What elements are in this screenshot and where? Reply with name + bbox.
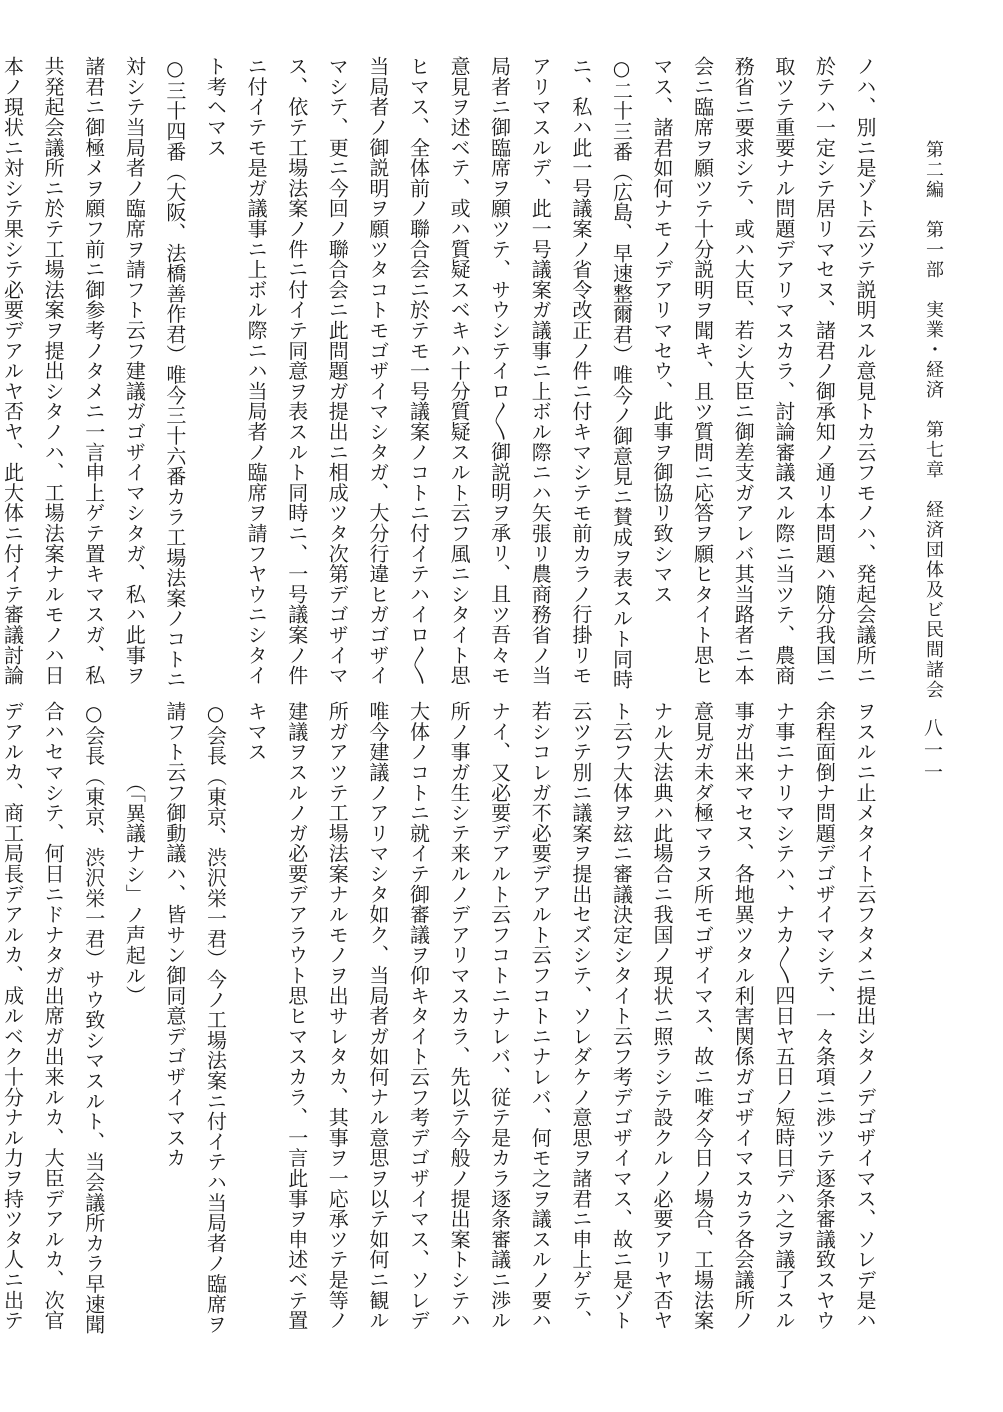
text-column: ト云フ大体ヲ玆ニ審議決定シタイト云フ考デゴザイマス、故ニ是ゾト [609,701,634,1331]
text-column: 取ツテ重要ナル問題デアリマスカラ、討論審議スル際ニ当ツテ、農商 [771,56,796,686]
text-column: 云ツテ別ニ議案ヲ提出セズシテ、ソレダケノ意思ヲ諸君ニ申上ゲテ、 [568,701,593,1331]
text-column: キマス [244,701,269,762]
text-column: ト考ヘマス [203,56,228,158]
text-column: ヲスルニ止メタイト云フタメニ提出シタノデゴザイマス、ソレデ是ハ [853,701,877,1331]
text-column: デアルカ、商工局長デアルカ、成ルベク十分ナル力ヲ持ツタ人ニ出テ [0,701,25,1331]
lower-text-block [0,701,885,1351]
text-column: 余程面倒ナ問題デゴザイマシテ、一々条項ニ渉ツテ逐条審議致スヤウ [812,701,837,1331]
text-column: ナイ、又必要デアルト云フコトニナレバ、従テ是カラ逐条審議ニ渉ル [487,701,512,1331]
text-column: 建議ヲスルノガ必要デアラウト思ヒマスカラ、一言此事ヲ申述ベテ置 [284,701,309,1331]
text-column: 大体ノコトニ就イテ御審議ヲ仰キタイト云フ考デゴザイマス、ソレデ [406,701,431,1331]
text-column: ヒマス、全体前ノ聯合会ニ於テモ一号議案ノコトニ付イテハイロ〳〵 [406,56,431,685]
text-column: マス、諸君如何ナモノデアリマセウ、此事ヲ御協リ致シマス [650,56,675,605]
text-column: ナル大法典ハ此場合ニ我国ノ現状ニ照ラシテ設クルノ必要アリヤ否ヤ [650,701,675,1331]
text-column: ○三十四番（大阪、法橋善作君）唯今三十六番カラ工場法案ノコトニ [162,56,187,690]
text-column: 所ノ事ガ生シテ来ルノデアリマスカラ、先以テ今般ノ提出案トシテハ [447,701,472,1331]
text-column: 意見ヲ述ベテ、或ハ質疑スベキハ十分質疑スルト云フ風ニシタイト思 [447,56,472,686]
text-column: 務省ニ要求シテ、或ハ大臣、若シ大臣ニ御差支ガアレバ其当路者ニ本 [731,56,756,686]
text-column: マシテ、更ニ今回ノ聯合会ニ此問題ガ提出ニ相成ツタ次第デゴザイマ [325,56,350,686]
text-column: 本ノ現状ニ対シテ果シテ必要デアルヤ否ヤ、此大体ニ付イテ審議討論 [0,56,25,686]
text-column: ス、依テ工場法案ノ件ニ付イテ同意ヲ表スルト同時ニ、一号議案ノ件 [284,56,309,686]
text-column: 唯今建議ノアリマシタ如ク、当局者ガ如何ナル意思ヲ以テ如何ニ観ル [365,701,390,1331]
text-column: 会ニ臨席ヲ願ツテ十分説明ヲ聞キ、且ツ質問ニ応答ヲ願ヒタイト思ヒ [690,56,715,686]
text-column: ノハ、別ニ是ゾト云ツテ説明スル意見トカ云フモノハ、発起会議所ニ [853,56,877,686]
text-column: ニ付イテモ是ガ議事ニ上ボル際ニハ当局者ノ臨席ヲ請フヤウニシタイ [244,56,269,686]
text-column: アリマスルデ、此一号議案ガ議事ニ上ボル際ニハ矢張リ農商務省ノ当 [528,56,553,686]
text-column: 若シコレガ不必要デアルト云フコトニナレバ、何モ之ヲ議スルノ要ハ [528,701,553,1331]
text-column: ○二十三番（広島、早速整爾君）唯今ノ御意見ニ賛成ヲ表スルト同時 [609,56,634,690]
text-column: ○会長（東京、渋沢栄一君）サウ致シマスルト、当会議所カラ早速聞 [81,701,106,1335]
text-column: 合ハセマシテ、何日ニドナタガ出席ガ出来ルカ、大臣デアルカ、次官 [41,701,66,1331]
text-column: 当局者ノ御説明ヲ願ツタコトモゴザイマシタガ、大分行違ヒガゴザイ [365,56,390,686]
upper-text-block [0,56,885,690]
text-column: 共発起会議所ニ於テ工場法案ヲ提出シタノハ、工場法案ナルモノハ日 [41,56,66,686]
text-column: （「異議ナシ」ノ声起ル） [122,701,147,1006]
text-column: 於テハ一定シテ居リマセヌ、諸君ノ御承知ノ通リ本問題ハ随分我国ニ [812,56,837,686]
text-column: ニ、私ハ此一号議案ノ省令改正ノ件ニ付キマシテモ前カラノ行掛リモ [568,56,593,686]
text-column: 局者ニ御臨席ヲ願ツテ、サウシテイロ〳〵御説明ヲ承リ、且ツ吾々モ [487,56,512,685]
text-column: 所ガアツテ工場法案ナルモノヲ出サレタカ、其事ヲ一応承ツテ是等ノ [325,701,350,1331]
text-column: ナ事ニナリマシテハ、ナカ〳〵四日ヤ五日ノ短時日デハ之ヲ議了スル [771,701,796,1330]
text-column: 諸君ニ御極メヲ願フ前ニ御参考ノタメニ一言申上ゲテ置キマスガ、私 [81,56,106,686]
text-column: 意見ガ未ダ極マラヌ所モゴザイマス、故ニ唯ダ今日ノ場合、工場法案 [690,701,715,1331]
text-column: ○会長（東京、渋沢栄一君）今ノ工場法案ニ付イテハ当局者ノ臨席ヲ [203,701,228,1335]
page-number: 八一一 [921,718,943,784]
text-column: 対シテ当局者ノ臨席ヲ請フト云フ建議ガゴザイマシタガ、私ハ此事ヲ [122,56,147,686]
running-header: 第二編 第一部 実業・経済 第七章 経済団体及ビ民間諸会 [923,140,944,700]
text-column: 請フト云フ御動議ハ、皆サン御同意デゴザイマスカ [162,701,187,1168]
text-column: 事ガ出来マセヌ、各地異ツタル利害関係ガゴザイマスカラ各会議所ノ [731,701,756,1331]
